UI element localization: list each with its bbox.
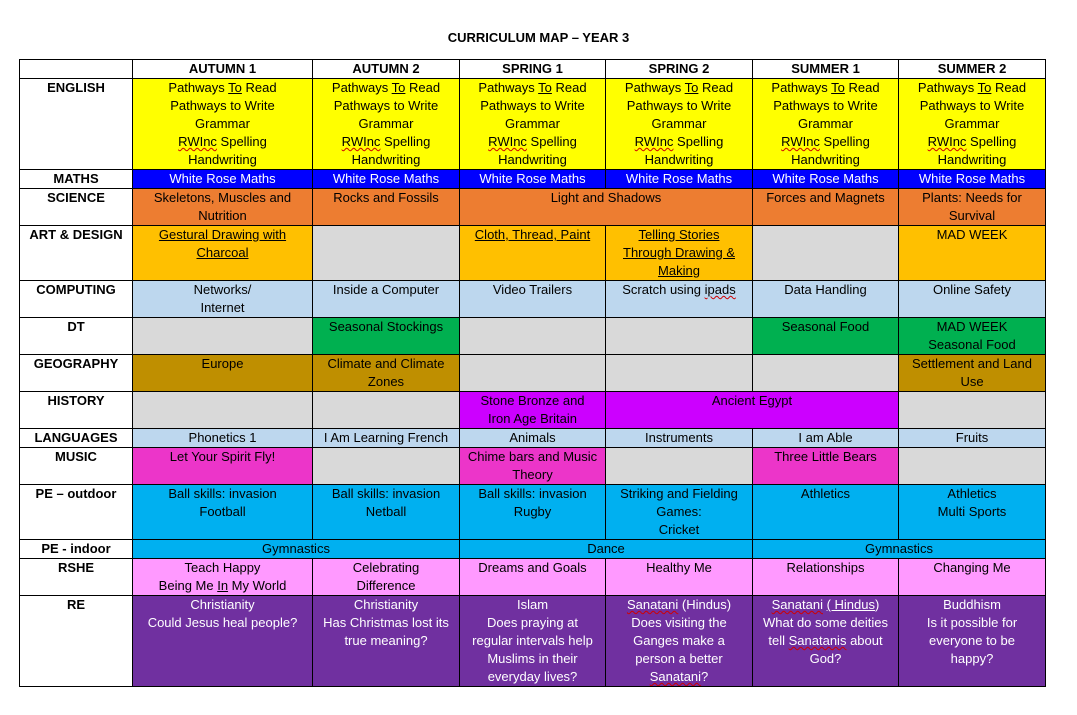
subject-label: MATHS (20, 170, 133, 189)
rshe-cell: Relationships (753, 559, 899, 596)
computing-cell: Data Handling (753, 281, 899, 318)
subject-label: GEOGRAPHY (20, 355, 133, 392)
geography-cell: Climate and Climate Zones (313, 355, 460, 392)
re-cell: Sanatani (Hindus) Does visiting the Ganges make a person a better Sanatani? (606, 596, 753, 687)
empty-cell (313, 448, 460, 485)
empty-cell (313, 226, 460, 281)
pe-indoor-cell: Dance (460, 540, 753, 559)
subject-label: RSHE (20, 559, 133, 596)
rshe-row (20, 559, 1046, 596)
pe-indoor-row (20, 540, 1046, 559)
subject-label: LANGUAGES (20, 429, 133, 448)
music-row (20, 448, 1046, 485)
term-header: AUTUMN 1 (133, 60, 313, 79)
re-cell: Buddhism Is it possible for everyone to be happy? (899, 596, 1046, 687)
computing-cell: Online Safety (899, 281, 1046, 318)
subject-label: RE (20, 596, 133, 687)
subject-label: PE – outdoor (20, 485, 133, 540)
english-cell: Pathways To Read Pathways to Write Grammar RWInc Spelling Handwriting (753, 79, 899, 170)
empty-cell (899, 392, 1046, 429)
english-row (20, 79, 1046, 170)
subject-label: ENGLISH (20, 79, 133, 170)
computing-cell: Scratch using ipads (606, 281, 753, 318)
subject-label: HISTORY (20, 392, 133, 429)
empty-cell (133, 318, 313, 355)
maths-cell: White Rose Maths (460, 170, 606, 189)
maths-cell: White Rose Maths (899, 170, 1046, 189)
rshe-cell: Dreams and Goals (460, 559, 606, 596)
music-cell: Three Little Bears (753, 448, 899, 485)
languages-cell: Animals (460, 429, 606, 448)
re-cell: Sanatani ( Hindus) What do some deities tell Sanatanis about God? (753, 596, 899, 687)
science-row (20, 189, 1046, 226)
re-cell: Christianity Could Jesus heal people? (133, 596, 313, 687)
history-cell: Ancient Egypt (606, 392, 899, 429)
english-cell: Pathways To Read Pathways to Write Grammar RWInc Spelling Handwriting (899, 79, 1046, 170)
science-cell: Plants: Needs for Survival (899, 189, 1046, 226)
english-cell: Pathways To Read Pathways to Write Grammar RWInc Spelling Handwriting (460, 79, 606, 170)
empty-cell (133, 392, 313, 429)
subject-label: PE - indoor (20, 540, 133, 559)
maths-cell: White Rose Maths (133, 170, 313, 189)
rshe-cell: Celebrating Difference (313, 559, 460, 596)
pe-outdoor-cell: Athletics Multi Sports (899, 485, 1046, 540)
science-cell: Light and Shadows (460, 189, 753, 226)
geography-cell: Europe (133, 355, 313, 392)
art-cell: Cloth, Thread, Paint (460, 226, 606, 281)
re-cell: Christianity Has Christmas lost its true meaning? (313, 596, 460, 687)
maths-row (20, 170, 1046, 189)
empty-cell (899, 448, 1046, 485)
empty-cell (753, 226, 899, 281)
dt-cell: Seasonal Stockings (313, 318, 460, 355)
pe-indoor-cell: Gymnastics (133, 540, 460, 559)
subject-label: COMPUTING (20, 281, 133, 318)
maths-cell: White Rose Maths (606, 170, 753, 189)
rshe-cell: Healthy Me (606, 559, 753, 596)
pe-outdoor-cell: Athletics (753, 485, 899, 540)
computing-cell: Networks/ Internet (133, 281, 313, 318)
english-cell: Pathways To Read Pathways to Write Grammar RWInc Spelling Handwriting (313, 79, 460, 170)
empty-cell (606, 448, 753, 485)
pe-outdoor-cell: Ball skills: invasion Netball (313, 485, 460, 540)
subject-label: MUSIC (20, 448, 133, 485)
science-cell: Forces and Magnets (753, 189, 899, 226)
computing-cell: Inside a Computer (313, 281, 460, 318)
term-header: SPRING 1 (460, 60, 606, 79)
term-header: AUTUMN 2 (313, 60, 460, 79)
science-cell: Rocks and Fossils (313, 189, 460, 226)
empty-cell (606, 355, 753, 392)
subject-label: DT (20, 318, 133, 355)
dt-cell: MAD WEEK Seasonal Food (899, 318, 1046, 355)
corner-cell (20, 60, 133, 79)
computing-row (20, 281, 1046, 318)
empty-cell (460, 355, 606, 392)
empty-cell (313, 392, 460, 429)
dt-cell: Seasonal Food (753, 318, 899, 355)
music-cell: Let Your Spirit Fly! (133, 448, 313, 485)
pe-outdoor-cell: Ball skills: invasion Rugby (460, 485, 606, 540)
music-cell: Chime bars and Music Theory (460, 448, 606, 485)
rshe-cell: Teach Happy Being Me In My World (133, 559, 313, 596)
term-header: SUMMER 2 (899, 60, 1046, 79)
empty-cell (753, 355, 899, 392)
art-row (20, 226, 1046, 281)
english-cell: Pathways To Read Pathways to Write Grammar RWInc Spelling Handwriting (606, 79, 753, 170)
geography-row (20, 355, 1046, 392)
empty-cell (606, 318, 753, 355)
empty-cell (460, 318, 606, 355)
languages-cell: Phonetics 1 (133, 429, 313, 448)
computing-cell: Video Trailers (460, 281, 606, 318)
art-cell: Gestural Drawing with Charcoal (133, 226, 313, 281)
art-cell: MAD WEEK (899, 226, 1046, 281)
pe-outdoor-row (20, 485, 1046, 540)
languages-cell: I Am Learning French (313, 429, 460, 448)
subject-label: SCIENCE (20, 189, 133, 226)
subject-label: ART & DESIGN (20, 226, 133, 281)
dt-row (20, 318, 1046, 355)
maths-cell: White Rose Maths (753, 170, 899, 189)
languages-cell: Fruits (899, 429, 1046, 448)
art-cell: Telling Stories Through Drawing & Making (606, 226, 753, 281)
maths-cell: White Rose Maths (313, 170, 460, 189)
term-header-row (20, 60, 1046, 79)
history-row (20, 392, 1046, 429)
english-cell: Pathways To Read Pathways to Write Grammar RWInc Spelling Handwriting (133, 79, 313, 170)
languages-cell: I am Able (753, 429, 899, 448)
re-cell: Islam Does praying at regular intervals help Muslims in their everyday lives? (460, 596, 606, 687)
page-title: CURRICULUM MAP – YEAR 3 (447, 30, 630, 45)
languages-cell: Instruments (606, 429, 753, 448)
languages-row (20, 429, 1046, 448)
pe-indoor-cell: Gymnastics (753, 540, 1046, 559)
rshe-cell: Changing Me (899, 559, 1046, 596)
pe-outdoor-cell: Striking and Fielding Games: Cricket (606, 485, 753, 540)
term-header: SPRING 2 (606, 60, 753, 79)
curriculum-table (19, 59, 1046, 687)
pe-outdoor-cell: Ball skills: invasion Football (133, 485, 313, 540)
re-row (20, 596, 1046, 687)
term-header: SUMMER 1 (753, 60, 899, 79)
history-cell: Stone Bronze and Iron Age Britain (460, 392, 606, 429)
geography-cell: Settlement and Land Use (899, 355, 1046, 392)
science-cell: Skeletons, Muscles and Nutrition (133, 189, 313, 226)
